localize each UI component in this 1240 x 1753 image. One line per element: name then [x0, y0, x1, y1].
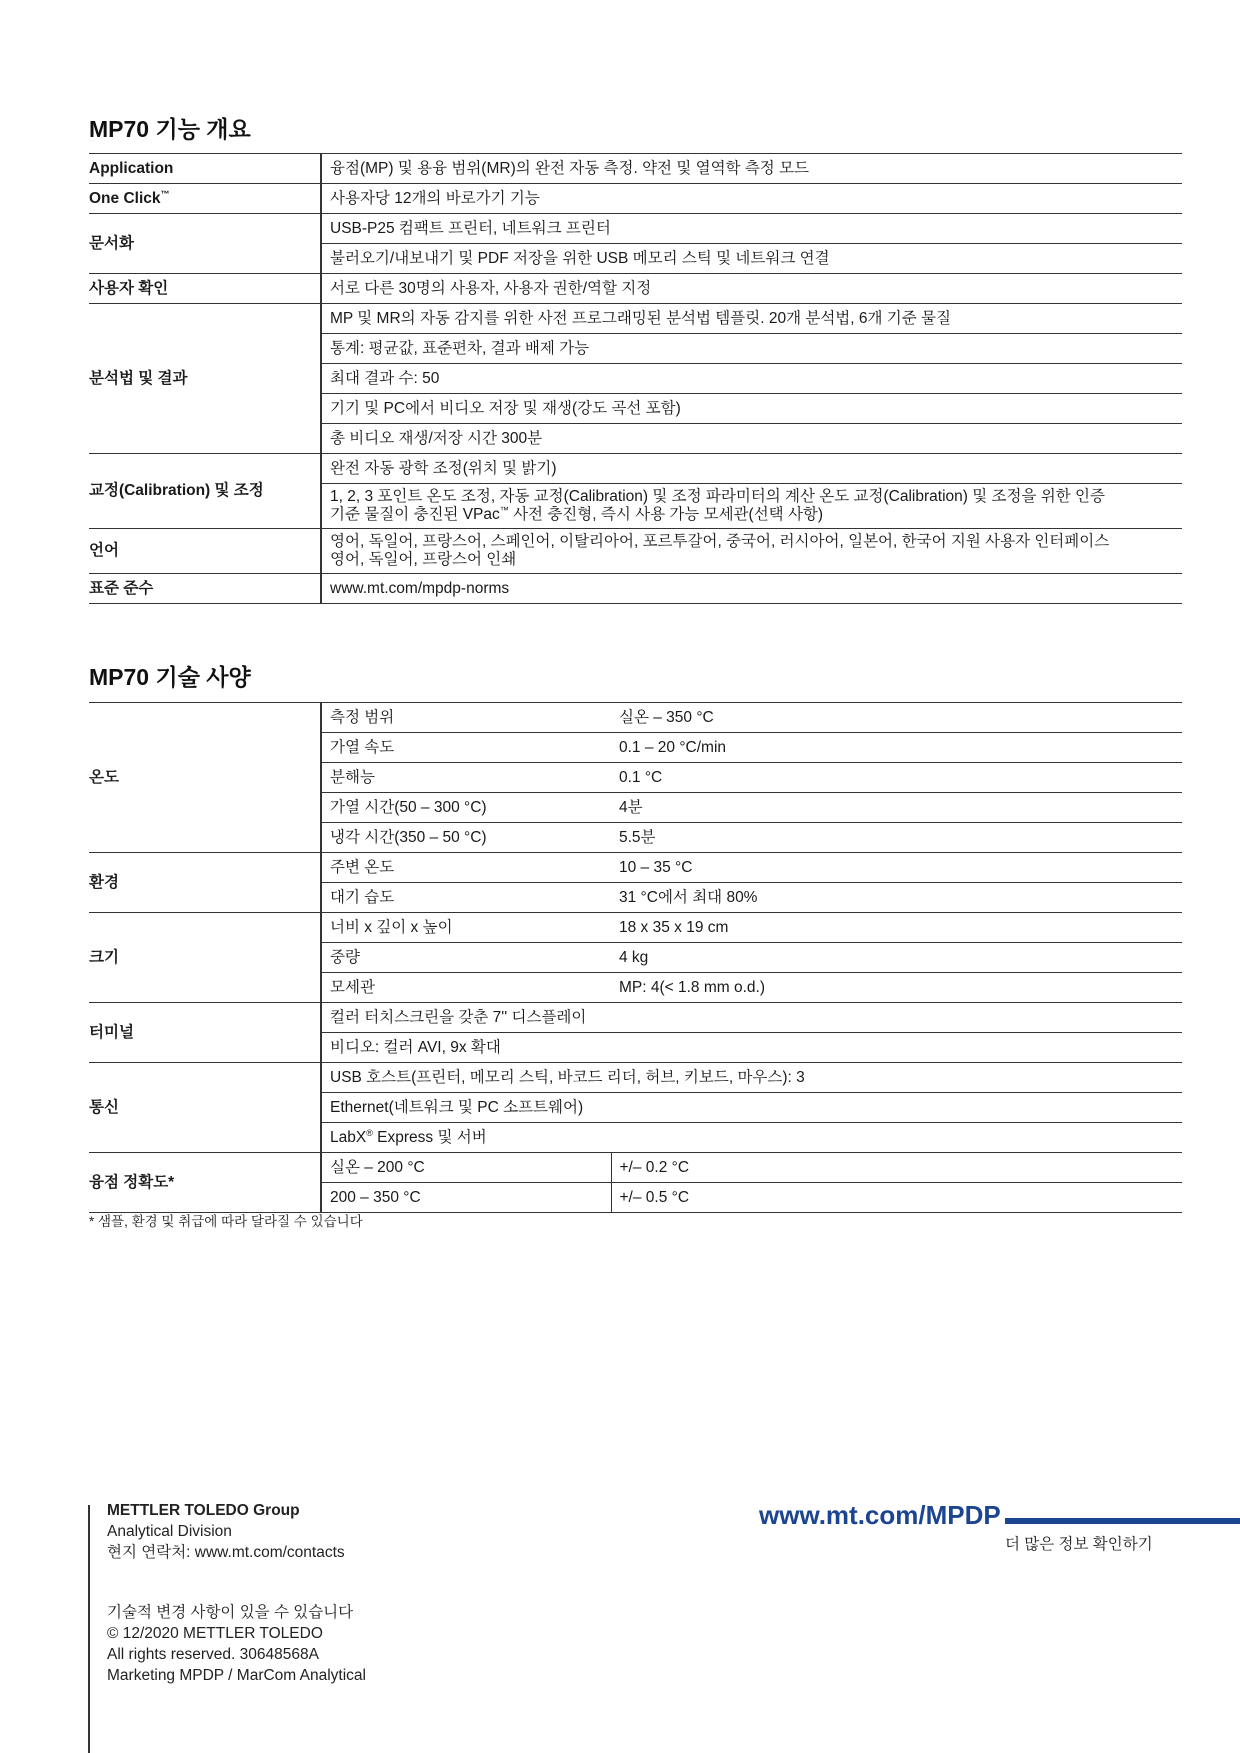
spec-name: 200 – 350 °C: [321, 1183, 611, 1213]
footer-legal-block: [107, 1602, 366, 1686]
table-row: [89, 529, 1182, 574]
specs-title: MP70 기술 사양: [89, 664, 251, 690]
spec-name: Ethernet(네트워크 및 PC 소프트웨어): [321, 1093, 1182, 1123]
row-value: 1, 2, 3 포인트 온도 조정, 자동 교정(Calibration) 및 조정 파라미터의 계산 온도 교정(Calibration) 및 조정을 위한 인증 기준 물질이 충진된 VPac™ 사전 충진형, 즉시 사용 가능 모세관(선택 사항): [321, 484, 1182, 529]
legal-line: © 12/2020 METTLER TOLEDO: [107, 1625, 323, 1642]
spec-name: 가열 시간(50 – 300 °C): [321, 793, 611, 823]
division-name: Analytical Division: [107, 1523, 232, 1540]
table-row: [89, 184, 1182, 214]
table-row: [89, 154, 1182, 184]
table-row: [89, 274, 1182, 304]
row-label: 교정(Calibration) 및 조정: [89, 454, 321, 529]
row-label: 분석법 및 결과: [89, 304, 321, 454]
spec-value: 4 kg: [611, 943, 1182, 973]
spec-name: 중량: [321, 943, 611, 973]
spec-value: MP: 4(< 1.8 mm o.d.): [611, 973, 1182, 1003]
spec-name: USB 호스트(프린터, 메모리 스틱, 바코드 리더, 허브, 키보드, 마우스): 3: [321, 1063, 1182, 1093]
spec-value: 0.1 °C: [611, 763, 1182, 793]
spec-name: 실온 – 200 °C: [321, 1153, 611, 1183]
table-row: [89, 1063, 1182, 1093]
table-row: [89, 454, 1182, 484]
spec-name: 대기 습도: [321, 883, 611, 913]
website-caption: 더 많은 정보 확인하기: [1005, 1536, 1153, 1553]
table-row: [89, 304, 1182, 334]
row-label: 언어: [89, 529, 321, 574]
footnote: * 샘플, 환경 및 취급에 따라 달라질 수 있습니다: [89, 1214, 363, 1229]
row-label: One Click™: [89, 184, 321, 214]
row-label: 크기: [89, 913, 321, 1003]
spec-value: 실온 – 350 °C: [611, 703, 1182, 733]
row-label: 온도: [89, 703, 321, 853]
row-value: 최대 결과 수: 50: [321, 364, 1182, 394]
table-row: [89, 913, 1182, 943]
row-value: 영어, 독일어, 프랑스어, 스페인어, 이탈리아어, 포르투갈어, 중국어, 러시아어, 일본어, 한국어 지원 사용자 인터페이스 영어, 독일어, 프랑스어 인쇄: [321, 529, 1182, 574]
contact-link[interactable]: 현지 연락처: www.mt.com/contacts: [107, 1544, 345, 1561]
row-value: 사용자당 12개의 바로가기 기능: [321, 184, 1182, 214]
spec-name: 주변 온도: [321, 853, 611, 883]
table-row: [89, 574, 1182, 604]
row-label: 표준 준수: [89, 574, 321, 604]
table-row: [89, 703, 1182, 733]
spec-name: 너비 x 깊이 x 높이: [321, 913, 611, 943]
spec-name: LabX® Express 및 서버: [321, 1123, 1182, 1153]
spec-value: +/– 0.5 °C: [611, 1183, 1182, 1213]
row-label: 터미널: [89, 1003, 321, 1063]
spec-value: 18 x 35 x 19 cm: [611, 913, 1182, 943]
row-value: 통계: 평균값, 표준편차, 결과 배제 가능: [321, 334, 1182, 364]
spec-value: 31 °C에서 최대 80%: [611, 883, 1182, 913]
spec-value: 4분: [611, 793, 1182, 823]
table-row: [89, 1153, 1182, 1183]
spec-name: 가열 속도: [321, 733, 611, 763]
table-row: [89, 1003, 1182, 1033]
row-label: 융점 정확도*: [89, 1153, 321, 1213]
trademark-mark: ™: [499, 504, 509, 515]
spec-value: 10 – 35 °C: [611, 853, 1182, 883]
spec-name: 측정 범위: [321, 703, 611, 733]
registered-mark: ®: [366, 1127, 373, 1138]
row-value: 융점(MP) 및 용융 범위(MR)의 완전 자동 측정. 약전 및 열역학 측정 모드: [321, 154, 1182, 184]
spec-value: +/– 0.2 °C: [611, 1153, 1182, 1183]
row-value: 불러오기/내보내기 및 PDF 저장을 위한 USB 메모리 스틱 및 네트워크 연결: [321, 244, 1182, 274]
spec-value: 5.5분: [611, 823, 1182, 853]
company-name: METTLER TOLEDO Group: [107, 1502, 300, 1519]
spec-name: 비디오: 컬러 AVI, 9x 확대: [321, 1033, 1182, 1063]
row-label: Application: [89, 154, 321, 184]
row-label: 문서화: [89, 214, 321, 274]
specs-table: [89, 702, 1182, 1213]
spec-value: 0.1 – 20 °C/min: [611, 733, 1182, 763]
row-value: MP 및 MR의 자동 감지를 위한 사전 프로그래밍된 분석법 템플릿. 20개 분석법, 6개 기준 물질: [321, 304, 1182, 334]
row-value: 완전 자동 광학 조정(위치 및 밝기): [321, 454, 1182, 484]
row-value: 기기 및 PC에서 비디오 저장 및 재생(강도 곡선 포함): [321, 394, 1182, 424]
table-row: [89, 853, 1182, 883]
legal-line: All rights reserved. 30648568A: [107, 1646, 319, 1663]
brand-bar: [1005, 1518, 1240, 1524]
trademark-mark: ™: [160, 188, 170, 199]
footer-divider: [88, 1505, 90, 1753]
spec-name: 분해능: [321, 763, 611, 793]
legal-line: 기술적 변경 사항이 있을 수 있습니다: [107, 1604, 354, 1621]
spec-name: 모세관: [321, 973, 611, 1003]
website-link[interactable]: www.mt.com/MPDP: [759, 1500, 1001, 1530]
footer-company-block: [107, 1500, 345, 1563]
spec-name: 냉각 시간(350 – 50 °C): [321, 823, 611, 853]
table-row: [89, 214, 1182, 244]
row-label: 사용자 확인: [89, 274, 321, 304]
legal-line: Marketing MPDP / MarCom Analytical: [107, 1667, 366, 1684]
spec-name: 컬러 터치스크린을 갖춘 7'' 디스플레이: [321, 1003, 1182, 1033]
row-value: USB-P25 컴팩트 프린터, 네트워크 프린터: [321, 214, 1182, 244]
overview-title: MP70 기능 개요: [89, 116, 251, 142]
overview-table: [89, 153, 1182, 604]
row-label: 통신: [89, 1063, 321, 1153]
row-label: 환경: [89, 853, 321, 913]
norms-link[interactable]: www.mt.com/mpdp-norms: [321, 574, 1182, 604]
row-value: 서로 다른 30명의 사용자, 사용자 권한/역할 지정: [321, 274, 1182, 304]
row-value: 총 비디오 재생/저장 시간 300분: [321, 424, 1182, 454]
